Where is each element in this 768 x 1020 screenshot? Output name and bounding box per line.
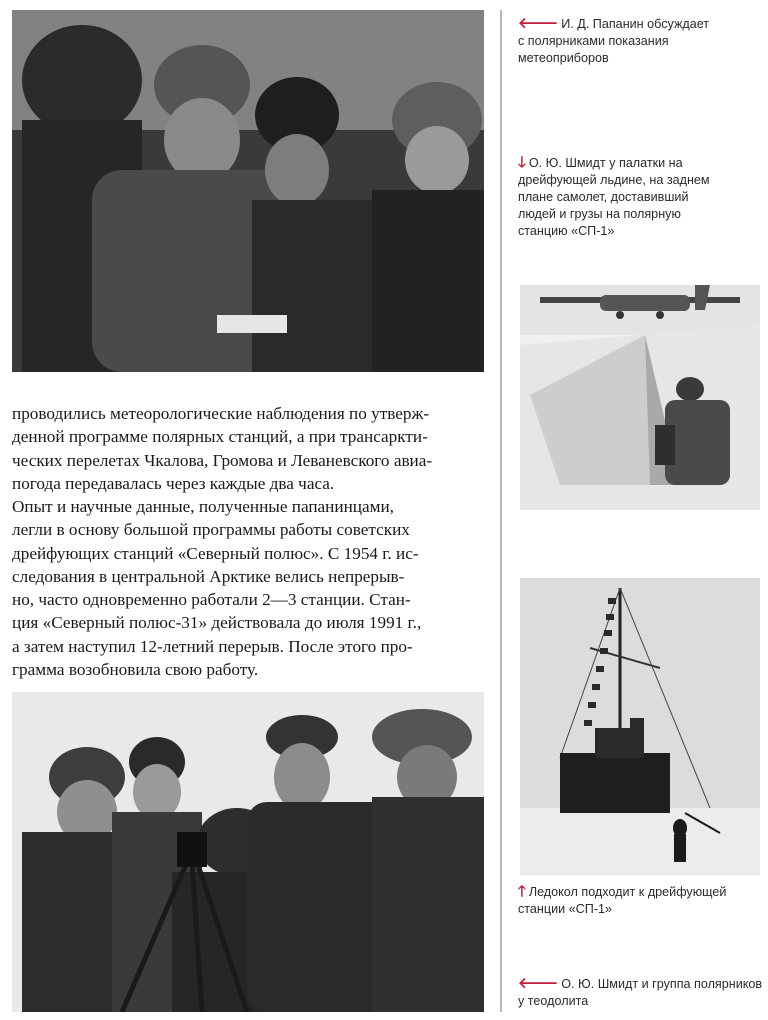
caption-schmidt-tent	[518, 154, 758, 240]
caption-line: О. Ю. Шмидт у палатки на	[528, 156, 683, 170]
body-line: ция «Северный полюс-31» действовала до июля 1991 г.,	[12, 613, 422, 633]
body-line: легли в основу большой программы работы советских	[12, 520, 410, 540]
photo-icebreaker-ship	[520, 578, 760, 875]
body-paragraph-1	[12, 402, 482, 495]
caption-line: И. Д. Папанин обсуждает	[561, 17, 710, 31]
body-line: грамма возобновила свою работу.	[12, 660, 259, 680]
caption-line: Ледокол подходит к дрейфующей	[528, 885, 727, 899]
caption-line: людей и грузы на полярную	[518, 207, 681, 221]
caption-line: метеоприборов	[518, 51, 609, 65]
caption-theodolite	[518, 975, 763, 1010]
caption-line: станции «СП-1»	[518, 902, 613, 916]
photo-theodolite-group	[12, 692, 484, 1012]
caption-line: с полярниками показания	[518, 34, 669, 48]
body-line: денной программе полярных станций, а при трансаркти-	[12, 427, 428, 447]
body-line: а затем наступил 12-летний перерыв. После этого про-	[12, 636, 413, 656]
caption-line: у теодолита	[518, 994, 589, 1008]
body-line: но, часто одновременно работали 2—3 станции. Стан-	[12, 590, 411, 610]
body-line: погода передавалась через каждые два часа.	[12, 473, 335, 493]
down-arrow-icon: 🡓	[518, 154, 526, 171]
body-line: проводились метеорологические наблюдения по утверж-	[12, 404, 430, 423]
body-line: дрейфующих станций «Северный полюс». С 1954 г. ис-	[12, 543, 419, 563]
caption-papanin	[518, 15, 758, 67]
left-arrow-icon: 🡐	[518, 975, 559, 992]
left-arrow-icon: 🡐	[518, 15, 559, 32]
column-divider	[500, 10, 502, 1012]
photo-schmidt-tent-plane	[520, 285, 760, 510]
body-paragraph-2	[12, 495, 482, 681]
caption-line: плане самолет, доставивший	[518, 190, 689, 204]
caption-line: О. Ю. Шмидт и группа полярников	[561, 977, 763, 991]
up-arrow-icon: 🡑	[518, 883, 526, 900]
caption-line: станцию «СП-1»	[518, 224, 615, 238]
body-line: Опыт и научные данные, полученные папанинцами,	[12, 497, 394, 516]
body-line: следования в центральной Арктике велись непрерыв-	[12, 566, 405, 586]
body-line: ческих перелетах Чкалова, Громова и Леваневского авиа-	[12, 450, 433, 470]
photo-papanin-explorers	[12, 10, 484, 372]
caption-line: дрейфующей льдине, на заднем	[518, 173, 710, 187]
caption-icebreaker	[518, 883, 758, 918]
